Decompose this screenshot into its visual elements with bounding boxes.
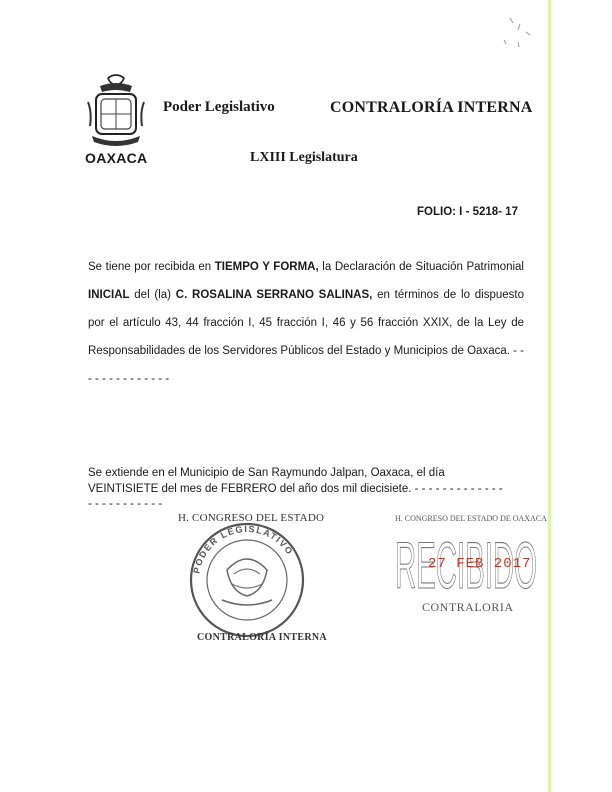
legislature-label: LXIII Legislatura (250, 150, 358, 165)
stamp-date: 27 FEB 2017 (428, 556, 532, 572)
institution-name: Poder Legislativo (163, 99, 275, 115)
pencil-marks (490, 14, 540, 54)
oaxaca-logo-word: OAXACA (85, 150, 148, 166)
stamp-header: H. CONGRESO DEL ESTADO DE OAXACA (395, 514, 547, 523)
text-segment: del (la) (129, 289, 176, 301)
stamp-footer: CONTRALORIA (422, 600, 514, 614)
issuance-line: VEINTISIETE del mes de FEBRERO del año dos mil diecisiete. - - - - - - - - - - - - - (88, 482, 503, 495)
text-segment: la Declaración de Situación Patrimonial (318, 261, 524, 273)
text-segment: en términos de lo dispuesto por el artículo 43, 44 fracción I, 45 fracción I, 46 y 56 fracción XXIX, de la Ley de Responsabilidades de los Servidores Públicos del Estado y Municipios de Oaxaca. - -- - - - - - - - - - - - (88, 289, 524, 385)
seal-header: H. CONGRESO DEL ESTADO (178, 512, 325, 524)
issuance-paragraph (88, 466, 528, 513)
stamp-word: RECIBIDO (395, 528, 537, 594)
seal-ring-text: PODER LEGISLATIVO (191, 523, 296, 575)
office-title: CONTRALORÍA INTERNA (330, 99, 533, 116)
issuance-line: Se extiende en el Municipio de San Raymundo Jalpan, Oaxaca, el día (88, 467, 445, 479)
emphasis-on-time: TIEMPO Y FORMA, (214, 261, 319, 273)
oaxaca-crest-logo (86, 72, 146, 150)
text-segment: Se tiene por recibida en (88, 261, 215, 273)
receipt-paragraph (88, 253, 524, 393)
declarant-name: C. ROSALINA SERRANO SALINAS, (175, 289, 373, 301)
margin-line (548, 0, 551, 792)
issuance-line: - - - - - - - - - - - (88, 498, 163, 510)
folio-number: FOLIO: I - 5218- 17 (417, 206, 518, 218)
emphasis-initial: INICIAL (88, 289, 130, 301)
seal-footer: CONTRALORÍA INTERNA (197, 632, 327, 643)
svg-text:PODER LEGISLATIVO (191, 524, 295, 574)
